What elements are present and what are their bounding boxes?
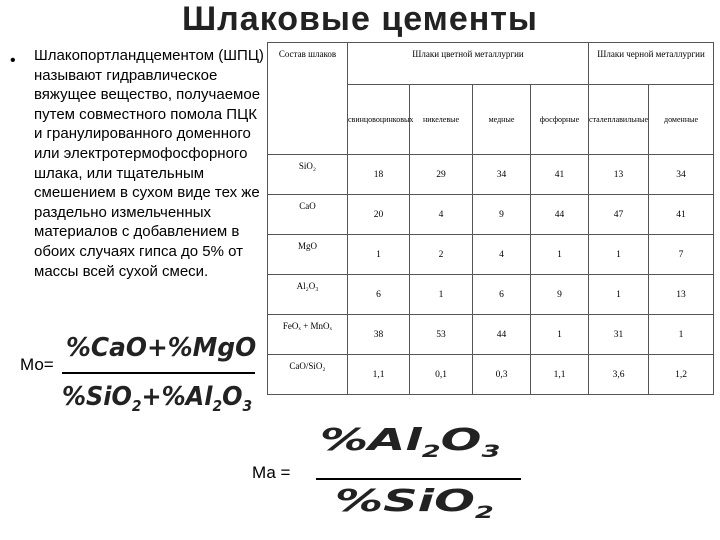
table-cell: 6 [348, 275, 410, 315]
column-header: доменные [649, 85, 714, 155]
column-header: фосфорные [531, 85, 589, 155]
mo-fraction-bar [62, 372, 255, 374]
table-row [268, 235, 714, 275]
table-cell: 0,3 [473, 355, 531, 395]
row-header: SiO₂ [268, 155, 348, 195]
ma-fraction-bar [316, 478, 521, 480]
column-header: никелевые [410, 85, 473, 155]
row-header: FeOₓ + MnOₓ [268, 315, 348, 355]
table-cell: 1,1 [348, 355, 410, 395]
table-cell: 2 [410, 235, 473, 275]
table-cell: 41 [531, 155, 589, 195]
table-cell: 1 [589, 235, 649, 275]
table-cell: 4 [473, 235, 531, 275]
table-cell: 9 [473, 195, 531, 235]
table-cell: 1,1 [531, 355, 589, 395]
table-cell: 29 [410, 155, 473, 195]
table-cell: 4 [410, 195, 473, 235]
column-header: медные [473, 85, 531, 155]
table-cell: 34 [473, 155, 531, 195]
mo-denominator: $\%SiO_2+\%Al_2O_3$ [62, 382, 253, 416]
table-cell: 1 [410, 275, 473, 315]
column-header: свинцовоцинковых [348, 85, 410, 155]
table-row [268, 315, 714, 355]
table-corner-header: Состав шлаков [268, 43, 348, 155]
table-row [268, 275, 714, 315]
table-row [268, 155, 714, 195]
row-header: CaO/SiO₂ [268, 355, 348, 395]
column-header: сталеплавильные [589, 85, 649, 155]
table-cell: 1 [589, 275, 649, 315]
bullet-marker: • [10, 52, 16, 69]
table-cell: 20 [348, 195, 410, 235]
mo-numerator: %CaO+%MgO [66, 333, 257, 363]
definition-paragraph: Шлакопортландцементом (ШПЦ) называют гидравлическое вяжущее вещество, получаемое путем совместного помола ПЦК и гранулированного доменного или электротермофосфорного шлака, или тщательным смешением в сухом виде тех же раздельно измельченных материалов с добавлением в обоих случаях гипса до 5% от массы всей сухой смеси. [34, 47, 264, 280]
table-cell: 38 [348, 315, 410, 355]
table-cell: 6 [473, 275, 531, 315]
table-cell: 1 [531, 315, 589, 355]
row-header: Al₂O₃ [268, 275, 348, 315]
table-row [268, 195, 714, 235]
group-header-ferrous: Шлаки черной металлургии [589, 43, 714, 85]
table-cell: 1,2 [649, 355, 714, 395]
table-cell: 3,6 [589, 355, 649, 395]
slag-composition-table [267, 42, 714, 395]
table-cell: 7 [649, 235, 714, 275]
table-cell: 53 [410, 315, 473, 355]
slide-title: Шлаковые цементы [182, 0, 538, 38]
table-cell: 34 [649, 155, 714, 195]
table-cell: 31 [589, 315, 649, 355]
ma-formula-label: Ма = [252, 463, 291, 482]
table-cell: 9 [531, 275, 589, 315]
ma-numerator: $\%Al_2O_3$ [320, 423, 501, 462]
table-cell: 44 [473, 315, 531, 355]
table-cell: 47 [589, 195, 649, 235]
ma-denominator: %SiO$_2$ [335, 484, 494, 523]
table-cell: 44 [531, 195, 589, 235]
table-cell: 13 [589, 155, 649, 195]
table-cell: 41 [649, 195, 714, 235]
table-cell: 13 [649, 275, 714, 315]
row-header: MgO [268, 235, 348, 275]
table-cell: 1 [348, 235, 410, 275]
table-row [268, 355, 714, 395]
table-cell: 1 [649, 315, 714, 355]
table-cell: 18 [348, 155, 410, 195]
group-header-nonferrous: Шлаки цветной металлургии [348, 43, 589, 85]
row-header: CaO [268, 195, 348, 235]
mo-formula-label: Мо= [20, 355, 54, 374]
table-cell: 1 [531, 235, 589, 275]
table-cell: 0,1 [410, 355, 473, 395]
